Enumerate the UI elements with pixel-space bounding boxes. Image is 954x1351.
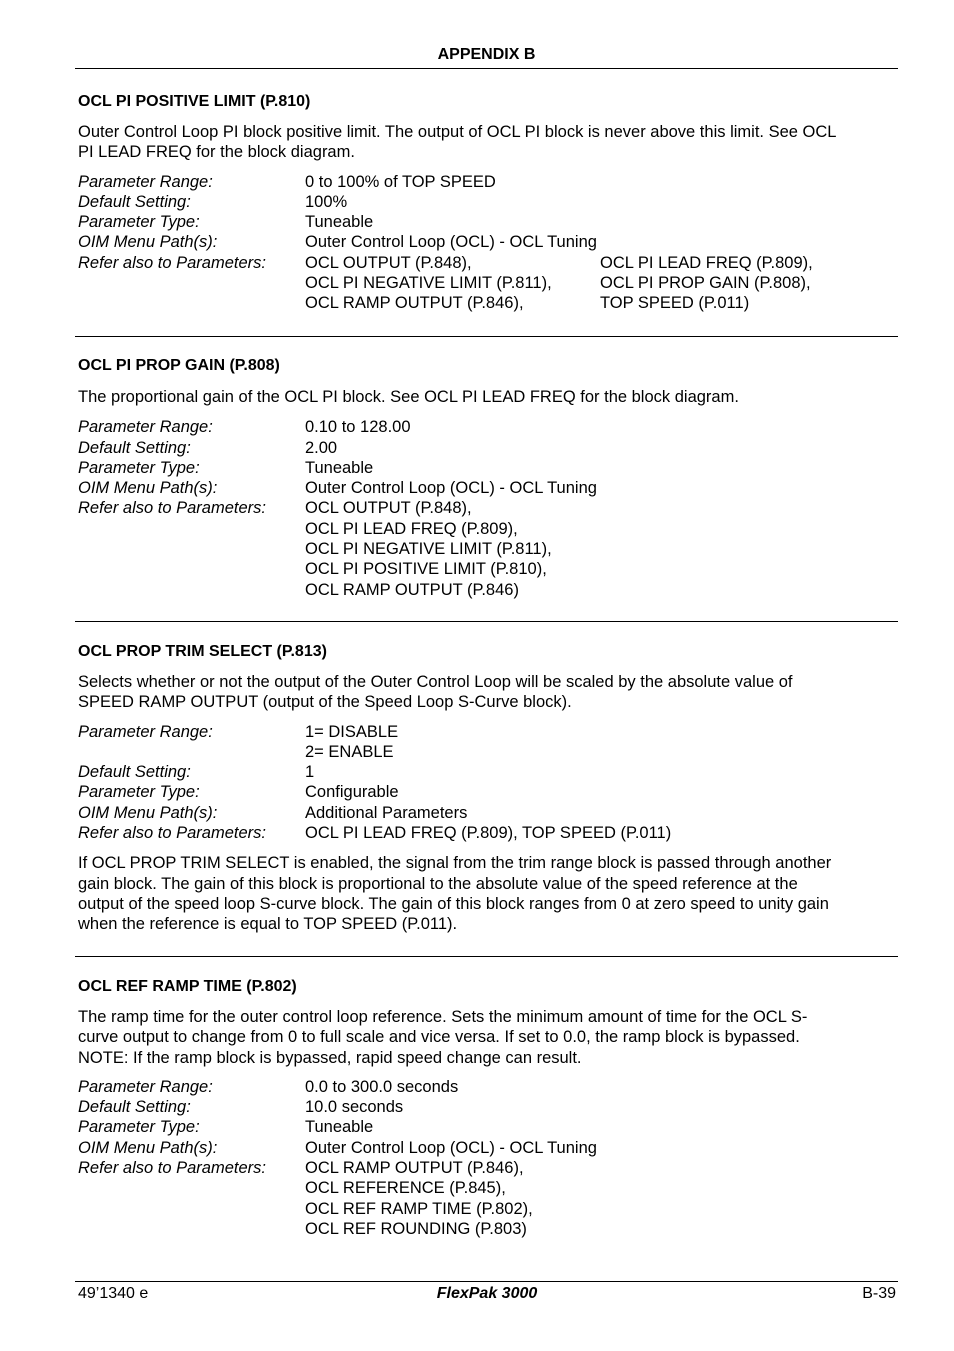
note-line: output of the speed loop S-curve block. The gain of this block ranges from 0 at zero speed to unity gain [78, 894, 829, 913]
parameter-table [78, 417, 896, 600]
description-line: PI LEAD FREQ for the block diagram. [78, 143, 355, 162]
param-row-default [78, 192, 896, 212]
refer-list [305, 823, 896, 843]
param-value: Outer Control Loop (OCL) - OCL Tuning [305, 1138, 597, 1157]
page-header-title: APPENDIX B [437, 46, 536, 63]
param-value: 0 to 100% of TOP SPEED [305, 172, 496, 191]
param-label: Default Setting: [78, 763, 191, 782]
range-option: 1= DISABLE [305, 722, 399, 741]
footer-rule [75, 1281, 898, 1282]
refer-grid [305, 253, 896, 314]
param-row-type [78, 782, 896, 802]
parameter-table [78, 1077, 896, 1239]
footer-doc-number: 49’1340 e [78, 1285, 149, 1302]
param-row-menu [78, 1138, 896, 1158]
param-label: Refer also to Parameters: [78, 253, 266, 272]
section-title: OCL PROP TRIM SELECT (P.813) [78, 643, 327, 660]
section-title: OCL PI POSITIVE LIMIT (P.810) [78, 93, 311, 110]
param-value: Outer Control Loop (OCL) - OCL Tuning [305, 479, 597, 498]
param-label: Parameter Range: [78, 1077, 213, 1096]
refer-item: OCL PI NEGATIVE LIMIT (P.811), [305, 540, 552, 559]
refer-item: OCL RAMP OUTPUT (P.846) [305, 580, 519, 599]
description-line: The ramp time for the outer control loop reference. Sets the minimum amount of time for the OCL S- [78, 1008, 808, 1026]
refer-item: OCL REF RAMP TIME (P.802), [305, 1199, 533, 1218]
section-divider [75, 336, 898, 337]
param-value: Tuneable [305, 1118, 374, 1137]
section-description [78, 387, 896, 407]
section-description [78, 122, 896, 163]
param-row-type [78, 1117, 896, 1137]
param-row-refer [78, 1158, 896, 1239]
param-row-range [78, 172, 896, 192]
param-label: OIM Menu Path(s): [78, 1138, 218, 1157]
param-label: OIM Menu Path(s): [78, 479, 218, 498]
refer-item: TOP SPEED (P.011) [600, 294, 750, 313]
description-line: SPEED RAMP OUTPUT (output of the Speed Loop S-Curve block). [78, 693, 572, 712]
param-label: Default Setting: [78, 1098, 191, 1117]
param-row-menu [78, 232, 896, 252]
note-line: If OCL PROP TRIM SELECT is enabled, the signal from the trim range block is passed through another [78, 854, 832, 873]
refer-item: OCL OUTPUT (P.848), [305, 253, 472, 272]
section-note [78, 853, 896, 934]
refer-item: OCL PI NEGATIVE LIMIT (P.811), [305, 274, 552, 293]
param-label: Parameter Type: [78, 1118, 200, 1137]
param-row-refer [78, 498, 896, 599]
section-divider [75, 621, 898, 622]
param-value: 0.10 to 128.00 [305, 418, 411, 437]
param-value: 2.00 [305, 438, 338, 457]
section-description [78, 672, 896, 713]
footer-page-number: B-39 [862, 1285, 896, 1302]
refer-item: OCL PI LEAD FREQ (P.809), [305, 519, 518, 538]
section-divider [75, 956, 898, 957]
param-label: Parameter Range: [78, 722, 213, 741]
param-value: Additional Parameters [305, 803, 468, 822]
param-row-menu [78, 803, 896, 823]
param-row-refer [78, 253, 896, 314]
refer-item: OCL REFERENCE (P.845), [305, 1179, 506, 1198]
param-row-range [78, 417, 896, 437]
refer-item: OCL RAMP OUTPUT (P.846), [305, 294, 524, 313]
section-ocl-ref-ramp-time [78, 977, 896, 1239]
param-label: Parameter Range: [78, 172, 213, 191]
refer-item: OCL PI PROP GAIN (P.808), [600, 274, 811, 293]
param-label: Parameter Range: [78, 418, 213, 437]
param-row-range [78, 722, 896, 763]
param-label: Default Setting: [78, 192, 191, 211]
param-value: 0.0 to 300.0 seconds [305, 1077, 459, 1096]
refer-item: OCL PI LEAD FREQ (P.809), TOP SPEED (P.011) [305, 824, 672, 843]
param-label: Refer also to Parameters: [78, 824, 266, 843]
description-line: Selects whether or not the output of the Outer Control Loop will be scaled by the absolute value of [78, 673, 793, 691]
refer-item: OCL RAMP OUTPUT (P.846), [305, 1159, 524, 1178]
note-line: when the reference is equal to TOP SPEED (P.011). [78, 915, 458, 934]
param-value: Tuneable [305, 458, 374, 477]
param-value: Configurable [305, 783, 399, 802]
footer-product-name: FlexPak 3000 [436, 1285, 538, 1302]
description-line: NOTE: If the ramp block is bypassed, rapid speed change can result. [78, 1048, 582, 1067]
description-line: Outer Control Loop PI block positive limit. The output of OCL PI block is never above this limit. See OCL [78, 123, 837, 141]
param-row-type [78, 458, 896, 478]
param-label: OIM Menu Path(s): [78, 803, 218, 822]
refer-item: OCL PI LEAD FREQ (P.809), [600, 253, 813, 272]
param-row-default [78, 438, 896, 458]
param-row-refer [78, 823, 896, 843]
range-option: 2= ENABLE [305, 742, 394, 761]
section-description [78, 1007, 896, 1068]
param-value: 1 [305, 763, 315, 782]
description-line: curve output to change from 0 to full scale and vice versa. If set to 0.0, the ramp block is bypassed. [78, 1028, 800, 1047]
param-value: 10.0 seconds [305, 1098, 404, 1117]
refer-item: OCL PI POSITIVE LIMIT (P.810), [305, 560, 547, 579]
param-label: Parameter Type: [78, 458, 200, 477]
header-rule [75, 68, 898, 69]
param-row-default [78, 762, 896, 782]
section-ocl-prop-trim-select [78, 642, 896, 935]
param-row-range [78, 1077, 896, 1097]
parameter-table [78, 722, 896, 844]
note-line: gain block. The gain of this block is proportional to the absolute value of the speed reference at the [78, 874, 798, 893]
parameter-table [78, 172, 896, 314]
param-value: Outer Control Loop (OCL) - OCL Tuning [305, 233, 597, 252]
section-title: OCL PI PROP GAIN (P.808) [78, 357, 280, 374]
section-title: OCL REF RAMP TIME (P.802) [78, 978, 297, 995]
param-row-default [78, 1097, 896, 1117]
refer-item: OCL REF ROUNDING (P.803) [305, 1219, 527, 1238]
param-value: 100% [305, 192, 348, 211]
section-ocl-pi-positive-limit [78, 92, 896, 314]
param-label: OIM Menu Path(s): [78, 233, 218, 252]
param-label: Parameter Type: [78, 213, 200, 232]
refer-list [305, 498, 896, 599]
description-line: The proportional gain of the OCL PI block. See OCL PI LEAD FREQ for the block diagram. [78, 388, 739, 406]
param-value: Tuneable [305, 213, 374, 232]
param-label: Refer also to Parameters: [78, 1159, 266, 1178]
param-value [305, 722, 896, 763]
refer-list [305, 1158, 896, 1239]
param-label: Parameter Type: [78, 783, 200, 802]
param-row-type [78, 212, 896, 232]
refer-item: OCL OUTPUT (P.848), [305, 499, 472, 518]
param-label: Default Setting: [78, 438, 191, 457]
section-ocl-pi-prop-gain [78, 356, 896, 600]
param-label: Refer also to Parameters: [78, 499, 266, 518]
param-row-menu [78, 478, 896, 498]
